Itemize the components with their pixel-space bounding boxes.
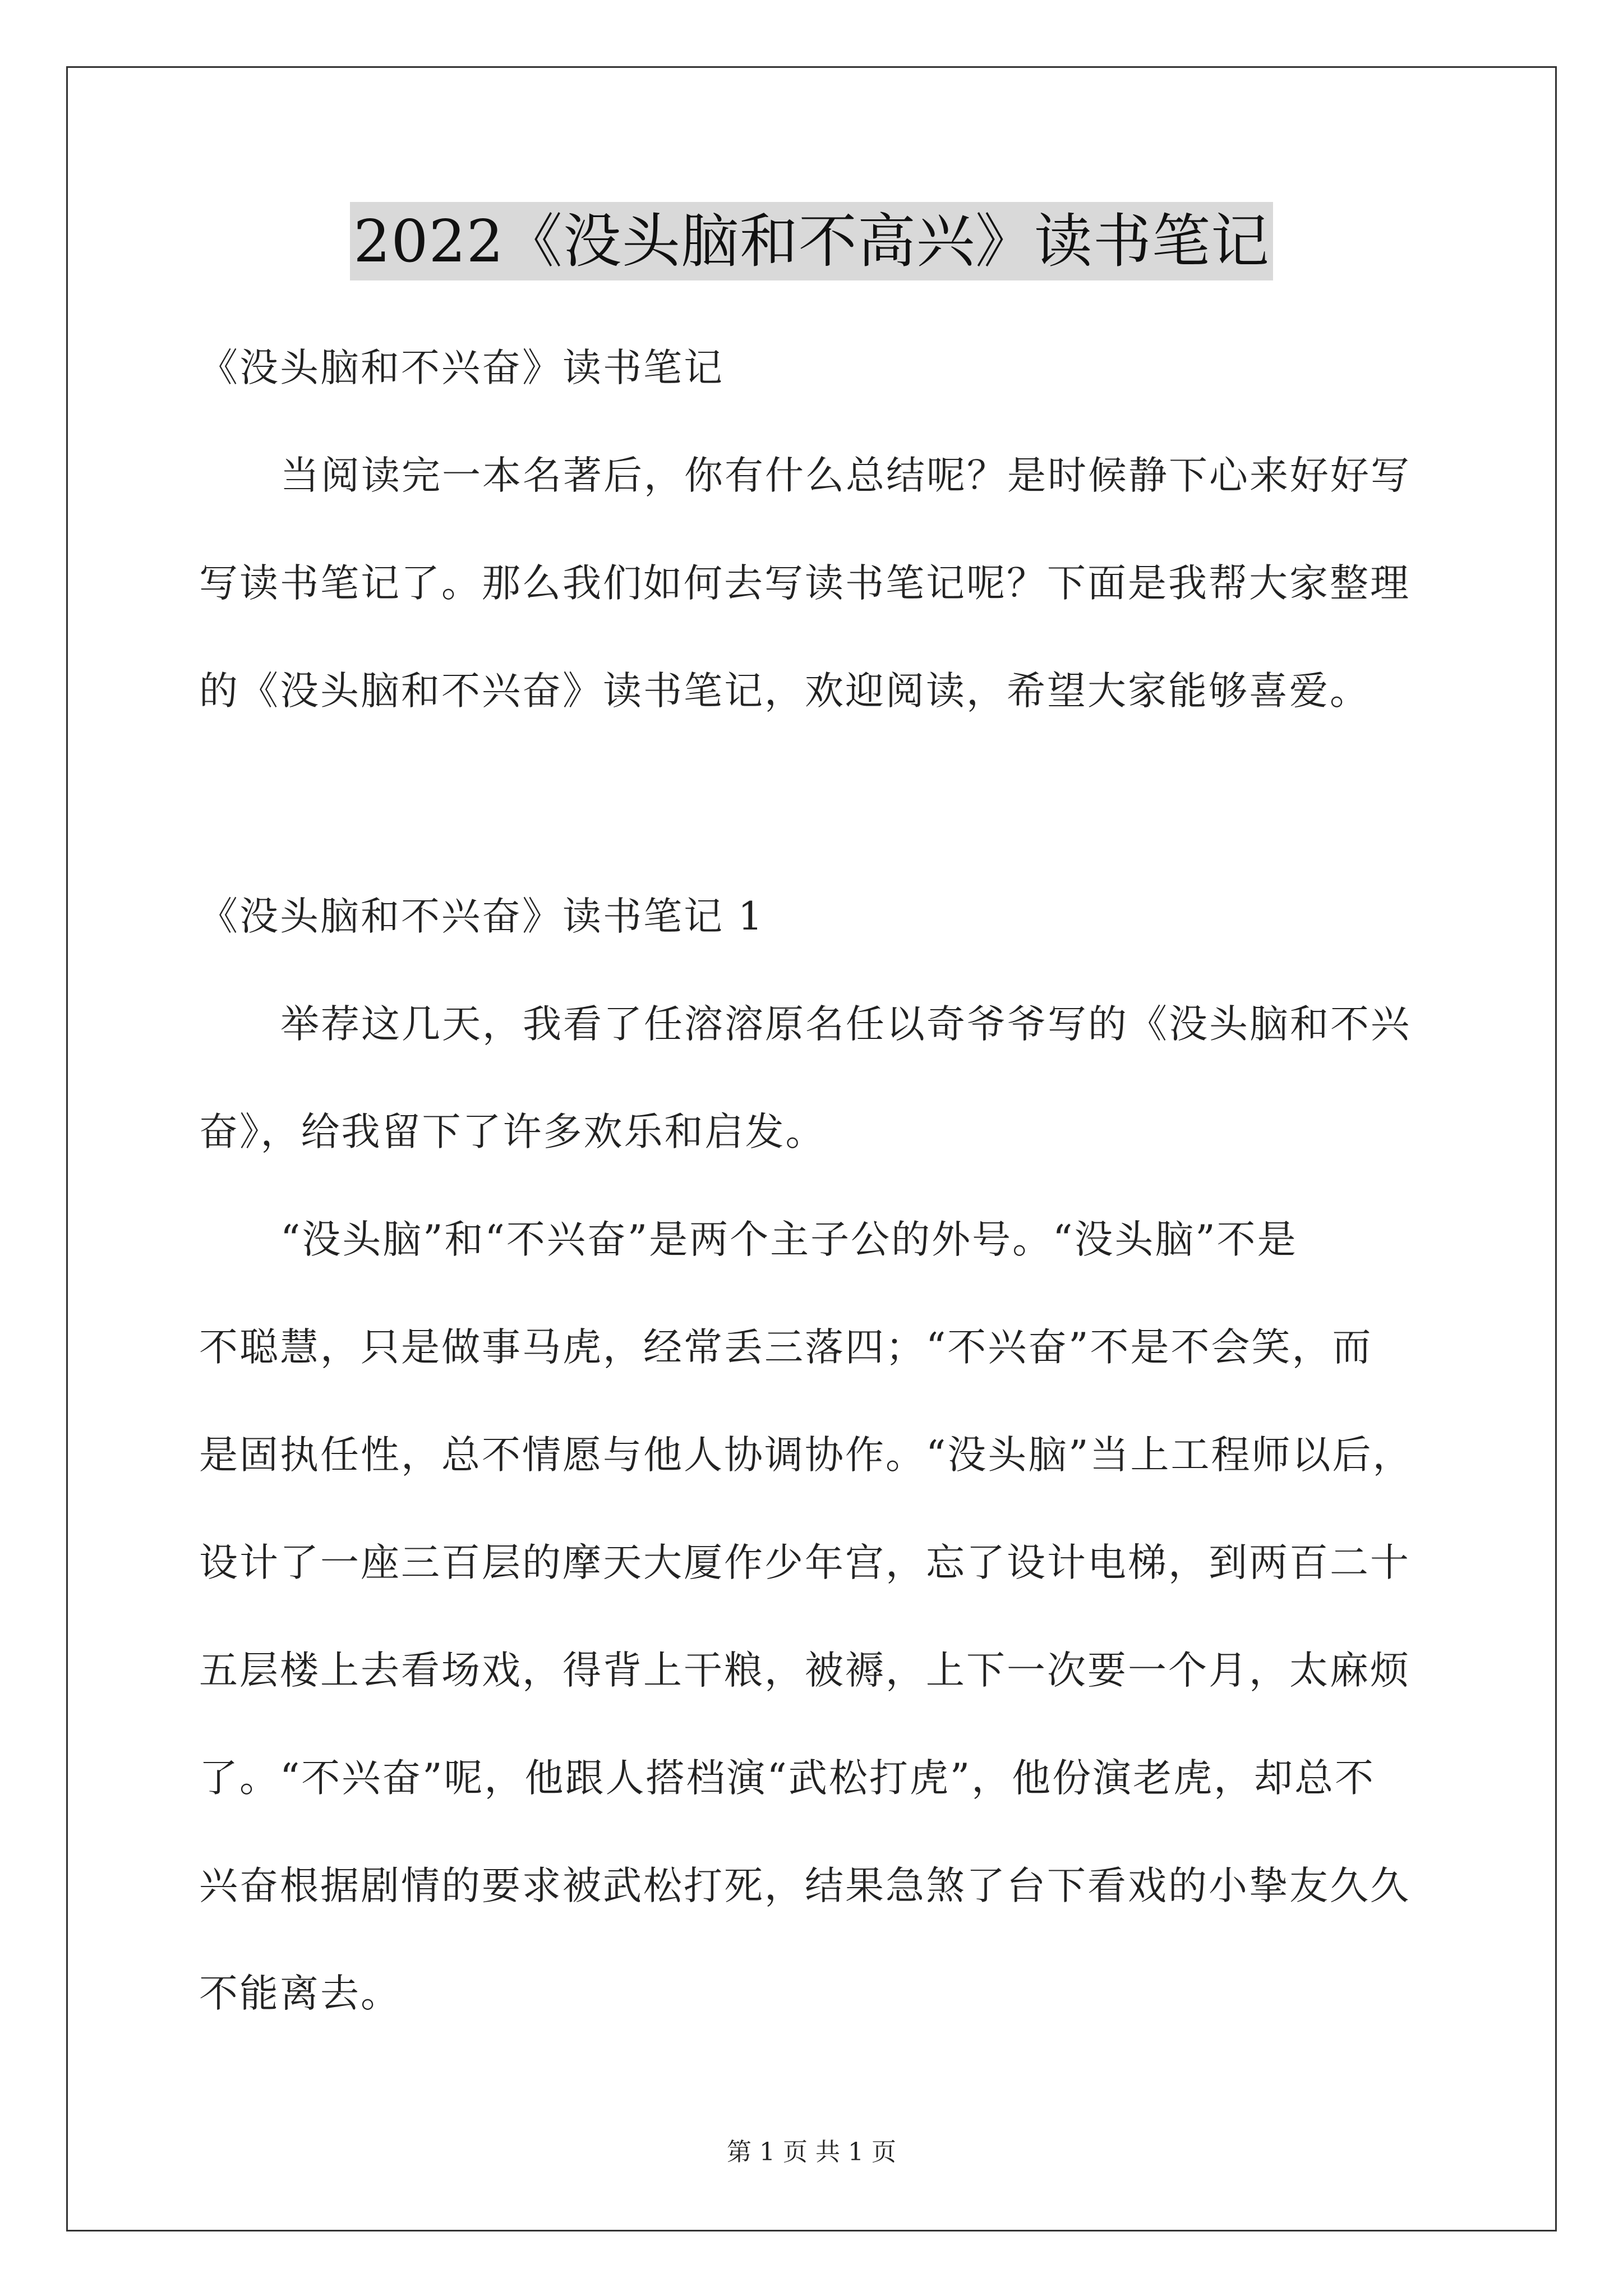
intro-line: 当阅读完一本名著后，你有什么总结呢？是时候静下心来好好写 bbox=[280, 453, 1411, 498]
paragraph-line: 是固执任性，总不情愿与他人协调协作。“没头脑”当上工程师以后， bbox=[199, 1433, 1413, 1478]
paragraph-line: 兴奋根据剧情的要求被武松打死，结果急煞了台下看戏的小挚友久久 bbox=[199, 1864, 1410, 1908]
title-container bbox=[0, 202, 1623, 280]
paragraph-line: 不聪慧，只是做事马虎，经常丢三落四；“不兴奋”不是不会笑，而 bbox=[199, 1325, 1373, 1370]
section-heading: 《没头脑和不兴奋》读书笔记 1 bbox=[199, 894, 764, 939]
spacer bbox=[199, 745, 1433, 863]
intro-line: 的《没头脑和不兴奋》读书笔记，欢迎阅读，希望大家能够喜爱。 bbox=[199, 669, 1370, 714]
paragraph-line: 五层楼上去看场戏，得背上干粮，被褥，上下一次要一个月，太麻烦 bbox=[199, 1648, 1410, 1693]
intro-line: 写读书笔记了。那么我们如何去写读书笔记呢？下面是我帮大家整理 bbox=[199, 561, 1410, 606]
paragraph-line: 了。“不兴奋”呢，他跟人搭档演“武松打虎”，他份演老虎，却总不 bbox=[199, 1756, 1376, 1801]
paragraph-line: 设计了一座三百层的摩天大厦作少年宫，忘了设计电梯，到两百二十 bbox=[199, 1540, 1410, 1585]
subheading: 《没头脑和不兴奋》读书笔记 bbox=[199, 346, 724, 390]
paragraph-line: 举荐这几天，我看了任溶溶原名任以奇爷爷写的《没头脑和不兴 bbox=[280, 1002, 1411, 1047]
paragraph-line: 不能离去。 bbox=[199, 1971, 401, 2016]
paragraph-line: “没头脑”和“不兴奋”是两个主子公的外号。“没头脑”不是 bbox=[280, 1217, 1298, 1262]
page-footer: 第 1 页 共 1 页 bbox=[727, 2138, 896, 2166]
document-title: 2022《没头脑和不高兴》读书笔记 bbox=[350, 202, 1273, 280]
document-body bbox=[199, 314, 1433, 2047]
paragraph-line: 奋》，给我留下了许多欢乐和启发。 bbox=[199, 1110, 826, 1154]
